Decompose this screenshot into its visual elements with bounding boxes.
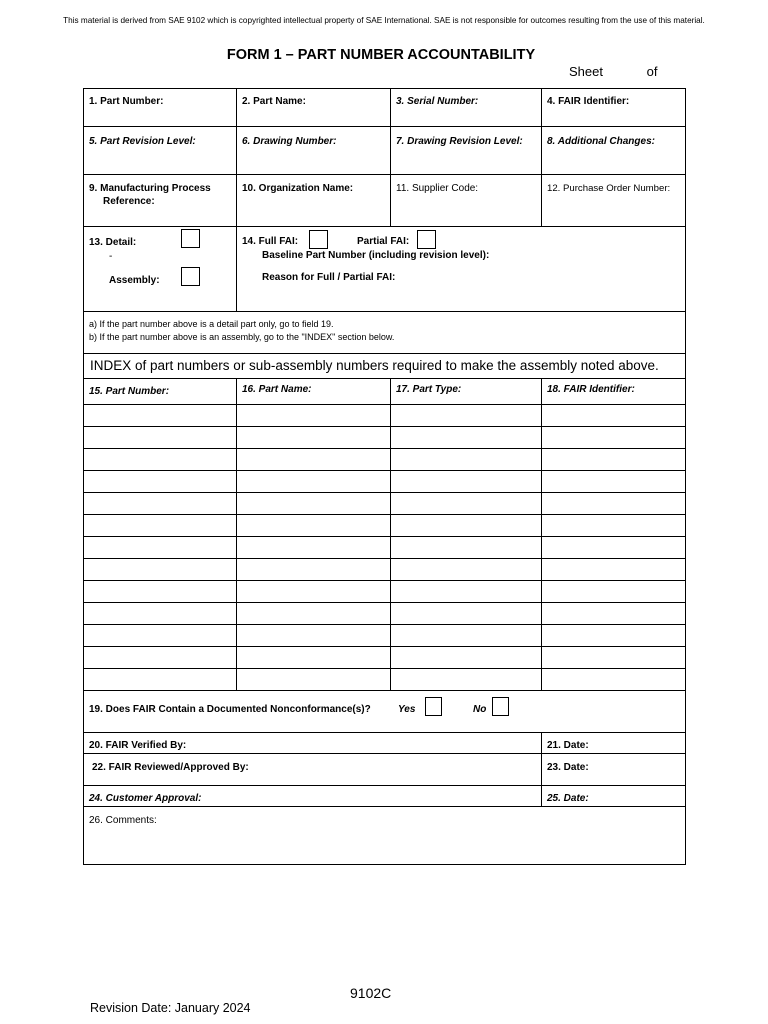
no-label: No — [473, 704, 487, 715]
field-nonconformance — [84, 691, 686, 733]
index-cell[interactable] — [542, 515, 686, 537]
index-cell[interactable] — [391, 471, 542, 493]
index-cell[interactable] — [84, 449, 237, 471]
index-cell[interactable] — [391, 515, 542, 537]
index-cell[interactable] — [542, 647, 686, 669]
index-col-part-number — [84, 379, 237, 405]
field-4-label: 4. FAIR Identifier: — [547, 96, 630, 107]
of-label: of — [646, 64, 658, 79]
index-col-part-name — [237, 379, 391, 405]
field-13-label: 13. Detail: — [89, 237, 137, 248]
field-supplier-code[interactable] — [391, 175, 542, 227]
instruction-b: b) If the part number above is an assembly, go to the "INDEX" section below. — [89, 331, 395, 342]
no-checkbox[interactable] — [492, 697, 509, 716]
field-manufacturing-process-reference[interactable] — [84, 175, 237, 227]
instructions-cell — [84, 312, 686, 354]
field-fair-identifier[interactable] — [542, 89, 686, 127]
index-cell[interactable] — [84, 405, 237, 427]
field-7-label: 7. Drawing Revision Level: — [396, 136, 523, 147]
index-row — [84, 537, 686, 559]
field-26-label: 26. Comments: — [89, 815, 157, 826]
index-cell[interactable] — [237, 405, 391, 427]
field-11-label: 11. Supplier Code: — [396, 183, 479, 194]
index-cell[interactable] — [84, 559, 237, 581]
field-13-dash: - — [109, 251, 113, 262]
detail-checkbox[interactable] — [181, 229, 200, 248]
field-24-label: 24. Customer Approval: — [89, 793, 202, 804]
field-19-label: 19. Does FAIR Contain a Documented Nonconformance(s)? — [89, 704, 371, 715]
field-9-label — [84, 175, 236, 208]
full-fai-checkbox[interactable] — [309, 230, 328, 249]
index-cell[interactable] — [542, 669, 686, 691]
index-cell[interactable] — [84, 603, 237, 625]
index-cell[interactable] — [391, 625, 542, 647]
field-25-label: 25. Date: — [547, 793, 589, 804]
field-6-label: 6. Drawing Number: — [242, 136, 337, 147]
index-cell[interactable] — [391, 603, 542, 625]
field-15-label: 15. Part Number: — [89, 386, 170, 397]
field-8-label: 8. Additional Changes: — [547, 136, 655, 147]
index-cell[interactable] — [237, 449, 391, 471]
field-20-label: 20. FAIR Verified By: — [89, 740, 187, 751]
field-additional-changes[interactable] — [542, 127, 686, 175]
index-cell[interactable] — [84, 647, 237, 669]
index-row — [84, 581, 686, 603]
index-cell[interactable] — [237, 647, 391, 669]
field-14-label: 14. Full FAI: — [242, 236, 299, 247]
index-row — [84, 449, 686, 471]
field-18-label: 18. FAIR Identifier: — [547, 384, 635, 395]
index-cell[interactable] — [391, 581, 542, 603]
baseline-part-number-label: Baseline Part Number (including revision level): — [262, 250, 490, 261]
index-row — [84, 427, 686, 449]
field-verified-date[interactable] — [542, 733, 686, 754]
field-9-label-line2: Reference: — [103, 196, 155, 207]
yes-checkbox[interactable] — [425, 697, 442, 716]
form-code: 9102C — [350, 985, 392, 1001]
index-cell[interactable] — [542, 405, 686, 427]
index-cell[interactable] — [237, 669, 391, 691]
index-cell[interactable] — [542, 559, 686, 581]
index-cell[interactable] — [391, 449, 542, 471]
index-cell[interactable] — [84, 515, 237, 537]
index-cell[interactable] — [542, 625, 686, 647]
field-detail-assembly — [84, 227, 237, 312]
index-cell[interactable] — [237, 559, 391, 581]
field-9-label-line1: 9. Manufacturing Process — [89, 183, 211, 194]
instructions — [84, 312, 685, 343]
index-cell[interactable] — [237, 515, 391, 537]
field-22-label: 22. FAIR Reviewed/Approved By: — [92, 762, 249, 773]
index-cell[interactable] — [84, 581, 237, 603]
partial-fai-label: Partial FAI: — [357, 236, 410, 247]
index-cell[interactable] — [237, 537, 391, 559]
index-cell[interactable] — [542, 427, 686, 449]
index-cell[interactable] — [391, 405, 542, 427]
field-3-label: 3. Serial Number: — [396, 96, 479, 107]
index-cell[interactable] — [84, 625, 237, 647]
index-row — [84, 603, 686, 625]
field-23-label: 23. Date: — [547, 762, 589, 773]
field-drawing-number[interactable] — [237, 127, 391, 175]
yes-label: Yes — [398, 704, 416, 715]
revision-date: Revision Date: January 2024 — [90, 1001, 251, 1015]
index-cell[interactable] — [84, 669, 237, 691]
index-cell[interactable] — [237, 581, 391, 603]
partial-fai-checkbox[interactable] — [417, 230, 436, 249]
index-cell[interactable] — [542, 493, 686, 515]
field-reviewed-date[interactable] — [542, 754, 686, 786]
index-cell[interactable] — [391, 427, 542, 449]
index-cell[interactable] — [237, 471, 391, 493]
field-1-label: 1. Part Number: — [89, 96, 164, 107]
assembly-label: Assembly: — [109, 275, 160, 286]
index-row — [84, 493, 686, 515]
index-heading-cell — [84, 354, 686, 379]
index-row — [84, 405, 686, 427]
copyright-disclaimer: This material is derived from SAE 9102 which is copyrighted intellectual property of SAE International. SAE is not responsible for outcomes resulting from the use of this material. — [63, 16, 705, 25]
index-cell[interactable] — [391, 669, 542, 691]
field-organization-name[interactable] — [237, 175, 391, 227]
index-cell[interactable] — [391, 493, 542, 515]
field-purchase-order-number[interactable] — [542, 175, 686, 227]
index-cell[interactable] — [237, 603, 391, 625]
index-cell[interactable] — [237, 493, 391, 515]
index-heading: INDEX of part numbers or sub-assembly numbers required to make the assembly noted above. — [90, 358, 659, 373]
index-cell[interactable] — [542, 471, 686, 493]
field-part-name[interactable] — [237, 89, 391, 127]
instruction-a: a) If the part number above is a detail part only, go to field 19. — [89, 319, 334, 329]
field-17-label: 17. Part Type: — [396, 384, 462, 395]
index-row — [84, 669, 686, 691]
assembly-checkbox[interactable] — [181, 267, 200, 286]
field-part-revision-level[interactable] — [84, 127, 237, 175]
index-cell[interactable] — [84, 427, 237, 449]
field-5-label: 5. Part Revision Level: — [89, 136, 196, 147]
field-21-label: 21. Date: — [547, 740, 589, 751]
field-approval-date[interactable] — [542, 786, 686, 807]
index-cell[interactable] — [84, 493, 237, 515]
sheet-label: Sheet — [569, 64, 603, 79]
index-row — [84, 515, 686, 537]
field-fair-verified-by[interactable] — [84, 733, 542, 754]
field-comments[interactable] — [84, 807, 686, 865]
index-cell[interactable] — [391, 559, 542, 581]
field-12-label: 12. Purchase Order Number: — [547, 183, 671, 194]
index-row — [84, 625, 686, 647]
field-serial-number[interactable] — [391, 89, 542, 127]
index-cell[interactable] — [542, 537, 686, 559]
sheet-indicator — [569, 64, 657, 79]
field-fair-reviewed-by[interactable] — [84, 754, 542, 786]
field-part-number[interactable] — [84, 89, 237, 127]
field-16-label: 16. Part Name: — [242, 384, 312, 395]
field-fai-type — [237, 227, 686, 312]
index-row — [84, 471, 686, 493]
index-row — [84, 559, 686, 581]
index-row — [84, 647, 686, 669]
index-cell[interactable] — [391, 647, 542, 669]
index-cell[interactable] — [542, 581, 686, 603]
field-customer-approval[interactable] — [84, 786, 542, 807]
index-col-part-type — [391, 379, 542, 405]
index-cell[interactable] — [237, 625, 391, 647]
form-title: FORM 1 – PART NUMBER ACCOUNTABILITY — [226, 47, 536, 63]
index-col-fair-identifier — [542, 379, 686, 405]
index-cell[interactable] — [84, 471, 237, 493]
fai-reason-label: Reason for Full / Partial FAI: — [262, 272, 396, 283]
index-cell[interactable] — [84, 537, 237, 559]
field-10-label: 10. Organization Name: — [242, 183, 354, 194]
index-cell[interactable] — [542, 449, 686, 471]
index-cell[interactable] — [237, 427, 391, 449]
field-drawing-revision-level[interactable] — [391, 127, 542, 175]
field-2-label: 2. Part Name: — [242, 96, 306, 107]
index-cell[interactable] — [391, 537, 542, 559]
index-cell[interactable] — [542, 603, 686, 625]
part-accountability-form — [83, 88, 686, 865]
